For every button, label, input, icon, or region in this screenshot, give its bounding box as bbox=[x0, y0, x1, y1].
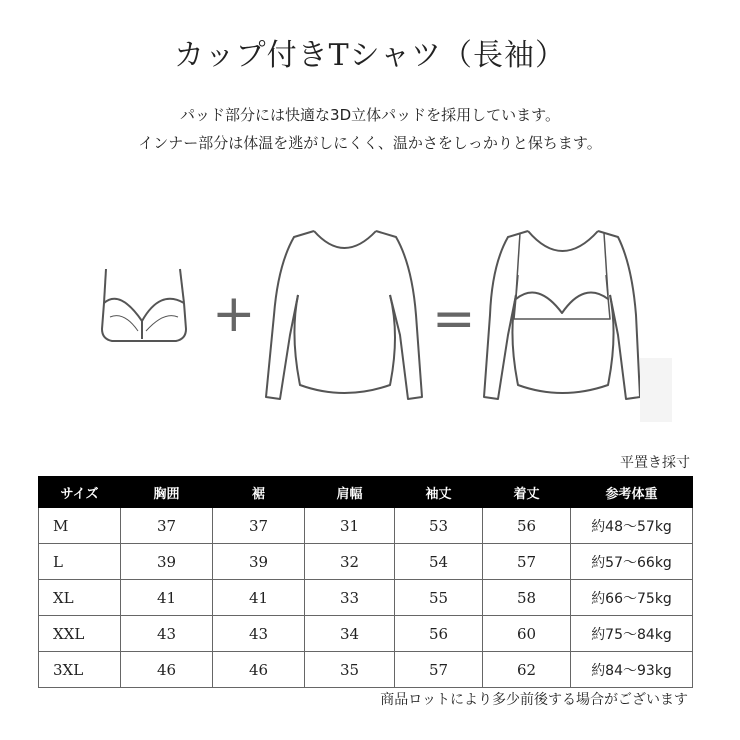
sleeve-cell: 57 bbox=[395, 652, 483, 688]
header-size: サイズ bbox=[39, 477, 121, 508]
hem-cell: 39 bbox=[213, 544, 305, 580]
size-cell: XXL bbox=[39, 616, 121, 652]
measure-note: 平置き採寸 bbox=[620, 455, 690, 471]
table-row bbox=[39, 652, 693, 688]
sleeve-cell: 54 bbox=[395, 544, 483, 580]
background-mark bbox=[640, 358, 672, 422]
header-chest: 胸囲 bbox=[121, 477, 213, 508]
equals-sign: = bbox=[432, 289, 476, 349]
description-line-1: パッド部分には快適な3D立体パッドを採用しています。 bbox=[180, 106, 560, 124]
hem-cell: 43 bbox=[213, 616, 305, 652]
length-cell: 58 bbox=[483, 580, 571, 616]
chest-cell: 43 bbox=[121, 616, 213, 652]
sleeve-cell: 56 bbox=[395, 616, 483, 652]
sleeve-cell: 55 bbox=[395, 580, 483, 616]
size-cell: M bbox=[39, 508, 121, 544]
chest-cell: 37 bbox=[121, 508, 213, 544]
shoulder-cell: 31 bbox=[305, 508, 395, 544]
chest-cell: 46 bbox=[121, 652, 213, 688]
footnote: 商品ロットにより多少前後する場合がございます bbox=[380, 692, 688, 708]
table-row bbox=[39, 616, 693, 652]
size-table bbox=[38, 476, 693, 688]
chest-cell: 39 bbox=[121, 544, 213, 580]
size-cell: 3XL bbox=[39, 652, 121, 688]
bra-icon bbox=[98, 263, 190, 351]
shoulder-cell: 33 bbox=[305, 580, 395, 616]
hem-cell: 46 bbox=[213, 652, 305, 688]
cup-shirt-icon bbox=[478, 225, 648, 410]
weight-cell: 約48～57kg bbox=[571, 508, 693, 544]
chest-cell: 41 bbox=[121, 580, 213, 616]
page-title: カップ付きTシャツ（長袖） bbox=[173, 38, 567, 73]
hem-cell: 41 bbox=[213, 580, 305, 616]
long-sleeve-shirt-icon bbox=[260, 225, 430, 410]
weight-cell: 約84～93kg bbox=[571, 652, 693, 688]
size-cell: L bbox=[39, 544, 121, 580]
length-cell: 62 bbox=[483, 652, 571, 688]
header-length: 着丈 bbox=[483, 477, 571, 508]
header-sleeve: 袖丈 bbox=[395, 477, 483, 508]
length-cell: 57 bbox=[483, 544, 571, 580]
description-line-2: インナー部分は体温を逃がしにくく、温かさをしっかりと保ちます。 bbox=[138, 134, 602, 152]
hem-cell: 37 bbox=[213, 508, 305, 544]
shoulder-cell: 32 bbox=[305, 544, 395, 580]
sleeve-cell: 53 bbox=[395, 508, 483, 544]
weight-cell: 約75～84kg bbox=[571, 616, 693, 652]
shoulder-cell: 34 bbox=[305, 616, 395, 652]
header-hem: 裾 bbox=[213, 477, 305, 508]
product-illustration bbox=[0, 215, 740, 415]
table-row bbox=[39, 544, 693, 580]
shoulder-cell: 35 bbox=[305, 652, 395, 688]
plus-sign: + bbox=[212, 284, 256, 344]
header-weight: 参考体重 bbox=[571, 477, 693, 508]
weight-cell: 約57～66kg bbox=[571, 544, 693, 580]
header-shoulder: 肩幅 bbox=[305, 477, 395, 508]
length-cell: 56 bbox=[483, 508, 571, 544]
table-row bbox=[39, 580, 693, 616]
table-header-row bbox=[39, 477, 693, 508]
size-cell: XL bbox=[39, 580, 121, 616]
weight-cell: 約66～75kg bbox=[571, 580, 693, 616]
length-cell: 60 bbox=[483, 616, 571, 652]
table-row bbox=[39, 508, 693, 544]
